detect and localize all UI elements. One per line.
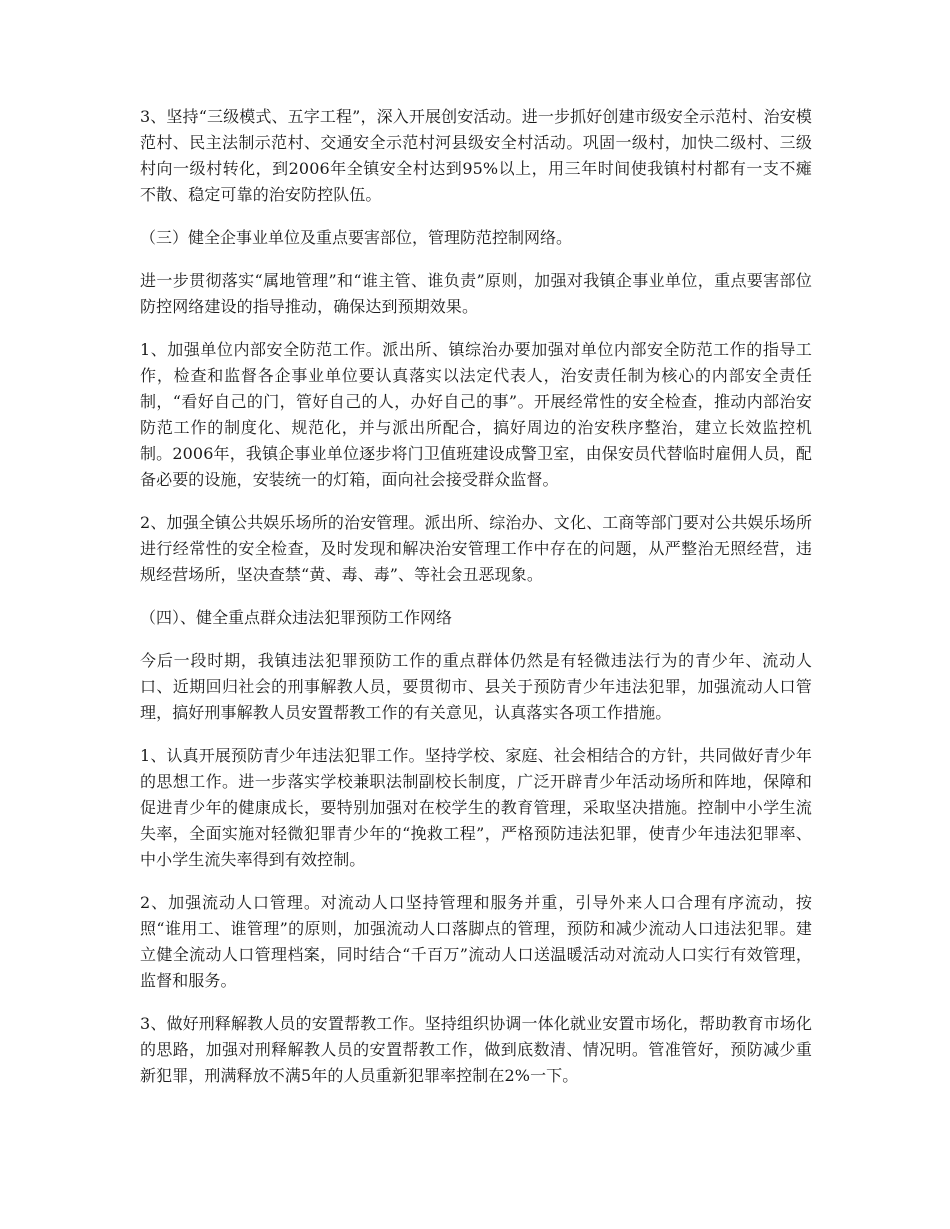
document-body: [140, 104, 812, 1106]
paragraph-item-1-internal-security: 1、加强单位内部安全防范工作。派出所、镇综治办要加强对单位内部安全防范工作的指导工作，检查和监督各企事业单位要认真落实以法定代表人，治安责任制为核心的内部安全责任制，“看好自己的门，管好自己的人，办好自己的事”。开展经常性的安全检查，推动内部治安防范工作的制度化、规范化，并与派出所配合，搞好周边的治安秩序整治，建立长效监控机制。2006年，我镇企事业单位逐步将门卫值班建设成警卫室，由保安员代替临时雇佣人员，配备必要的设施，安装统一的灯箱，面向社会接受群众监督。: [140, 340, 812, 489]
paragraph-section-3-intro: 进一步贯彻落实“属地管理”和“谁主管、谁负责”原则，加强对我镇企事业单位，重点要害部位防控网络建设的指导推动，确保达到预期效果。: [140, 271, 812, 316]
paragraph-item-3-safety-villages: 3、坚持“三级模式、五字工程”，深入开展创安活动。进一步抓好创建市级安全示范村、治安模范村、民主法制示范村、交通安全示范村河县级安全村活动。巩固一级村，加快二级村、三级村向一级村转化，到2006年全镇安全村达到95%以上，用三年时间使我镇村村都有一支不瘫不散、稳定可靠的治安防控队伍。: [140, 107, 812, 204]
section-heading-3: （三）健全企事业单位及重点要害部位，管理防范控制网络。: [140, 228, 573, 247]
paragraph-section-4-intro: 今后一段时期，我镇违法犯罪预防工作的重点群体仍然是有轻微违法行为的青少年、流动人口、近期回归社会的刑事解教人员，要贯彻市、县关于预防青少年违法犯罪，加强流动人口管理，搞好刑事解教人员安置帮教工作的有关意见，认真落实各项工作措施。: [140, 651, 812, 722]
section-heading-4: （四）、健全重点群众违法犯罪预防工作网络: [140, 608, 453, 627]
paragraph-item-2-entertainment-venues: 2、加强全镇公共娱乐场所的治安管理。派出所、综治办、文化、工商等部门要对公共娱乐场所进行经常性的安全检查，及时发现和解决治安管理工作中存在的问题，从严整治无照经营，违规经营场所，坚决查禁“黄、毒、毒”、等社会丑恶现象。: [140, 513, 812, 584]
paragraph-item-2-floating-population: 2、加强流动人口管理。对流动人口坚持管理和服务并重，引导外来人口合理有序流动，按照“谁用工、谁管理”的原则，加强流动人口落脚点的管理，预防和减少流动人口违法犯罪。建立健全流动人口管理档案，同时结合“千百万”流动人口送温暖活动对流动人口实行有效管理，监督和服务。: [140, 893, 812, 990]
paragraph-item-1-youth-crime: 1、认真开展预防青少年违法犯罪工作。坚持学校、家庭、社会相结合的方针，共同做好青少年的思想工作。进一步落实学校兼职法制副校长制度，广泛开辟青少年活动场所和阵地，保障和促进青少年的健康成长，要特别加强对在校学生的教育管理，采取坚决措施。控制中小学生流失率，全面实施对轻微犯罪青少年的“挽救工程”，严格预防违法犯罪，使青少年违法犯罪率、中小学生流失率得到有效控制。: [140, 746, 812, 869]
paragraph-item-3-released-prisoners: 3、做好刑释解教人员的安置帮教工作。坚持组织协调一体化就业安置市场化，帮助教育市场化的思路，加强对刑释解教人员的安置帮教工作，做到底数清、情况明。管准管好，预防减少重新犯罪，刑满释放不满5年的人员重新犯罪率控制在2%一下。: [140, 1014, 812, 1085]
